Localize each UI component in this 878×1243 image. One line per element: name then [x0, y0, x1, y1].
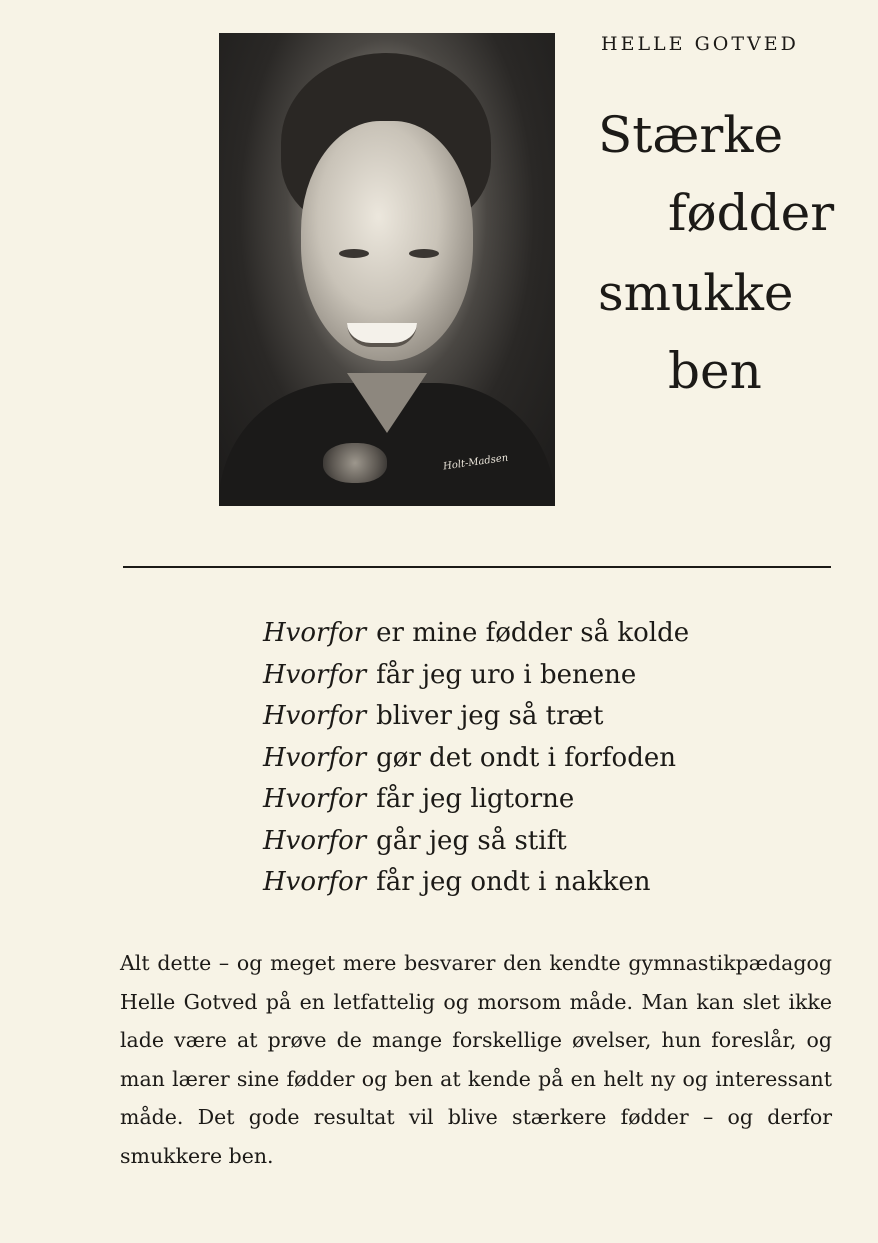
- title-line-3: smukke: [598, 264, 794, 322]
- question-text: får jeg uro i benene: [376, 659, 637, 690]
- question-lead-word: Hvorfor: [263, 618, 367, 648]
- question-line: [263, 660, 689, 702]
- question-line: [263, 743, 689, 785]
- question-text: bliver jeg så træt: [376, 701, 604, 731]
- question-text: er mine fødder så kolde: [376, 618, 690, 648]
- author-name: HELLE GOTVED: [601, 33, 799, 55]
- question-line: [263, 867, 689, 909]
- question-lead-word: Hvorfor: [263, 659, 367, 690]
- question-line: [263, 701, 689, 743]
- horizontal-divider: [123, 566, 831, 568]
- portrait-left-eye: [339, 249, 369, 258]
- question-lead-word: Hvorfor: [263, 784, 367, 814]
- title-line-2: fødder: [668, 184, 835, 242]
- portrait-brooch: [323, 443, 387, 483]
- question-lead-word: Hvorfor: [263, 742, 367, 773]
- question-line: [263, 784, 689, 826]
- title-line-4: ben: [668, 342, 762, 400]
- question-lead-word: Hvorfor: [263, 825, 367, 856]
- question-lead-word: Hvorfor: [263, 867, 367, 897]
- question-text: får jeg ligtorne: [376, 784, 575, 814]
- book-description: Alt dette – og meget mere besvarer den kendte gymnastikpædagog Helle Gotved på en letfattelig og morsom måde. Man kan slet ikke lade være at prøve de mange forskellige øvelser, hun foreslår, og man lærer sine fødder og ben at kende på en helt ny og interessant måde. Det gode resultat vil blive stærkere fødder – og derfor smukkere ben.: [120, 951, 832, 1168]
- question-line: [263, 618, 689, 660]
- author-portrait-photo: [219, 33, 555, 506]
- question-lead-word: Hvorfor: [263, 701, 367, 731]
- question-text: får jeg ondt i nakken: [376, 867, 651, 897]
- question-text: gør det ondt i forfoden: [376, 742, 676, 773]
- question-line: [263, 826, 689, 868]
- question-text: går jeg så stift: [376, 825, 567, 856]
- photographer-signature: Holt-Madsen: [442, 452, 509, 473]
- title-line-1: Stærke: [598, 106, 784, 164]
- question-list: [263, 618, 689, 909]
- portrait-right-eye: [409, 249, 439, 258]
